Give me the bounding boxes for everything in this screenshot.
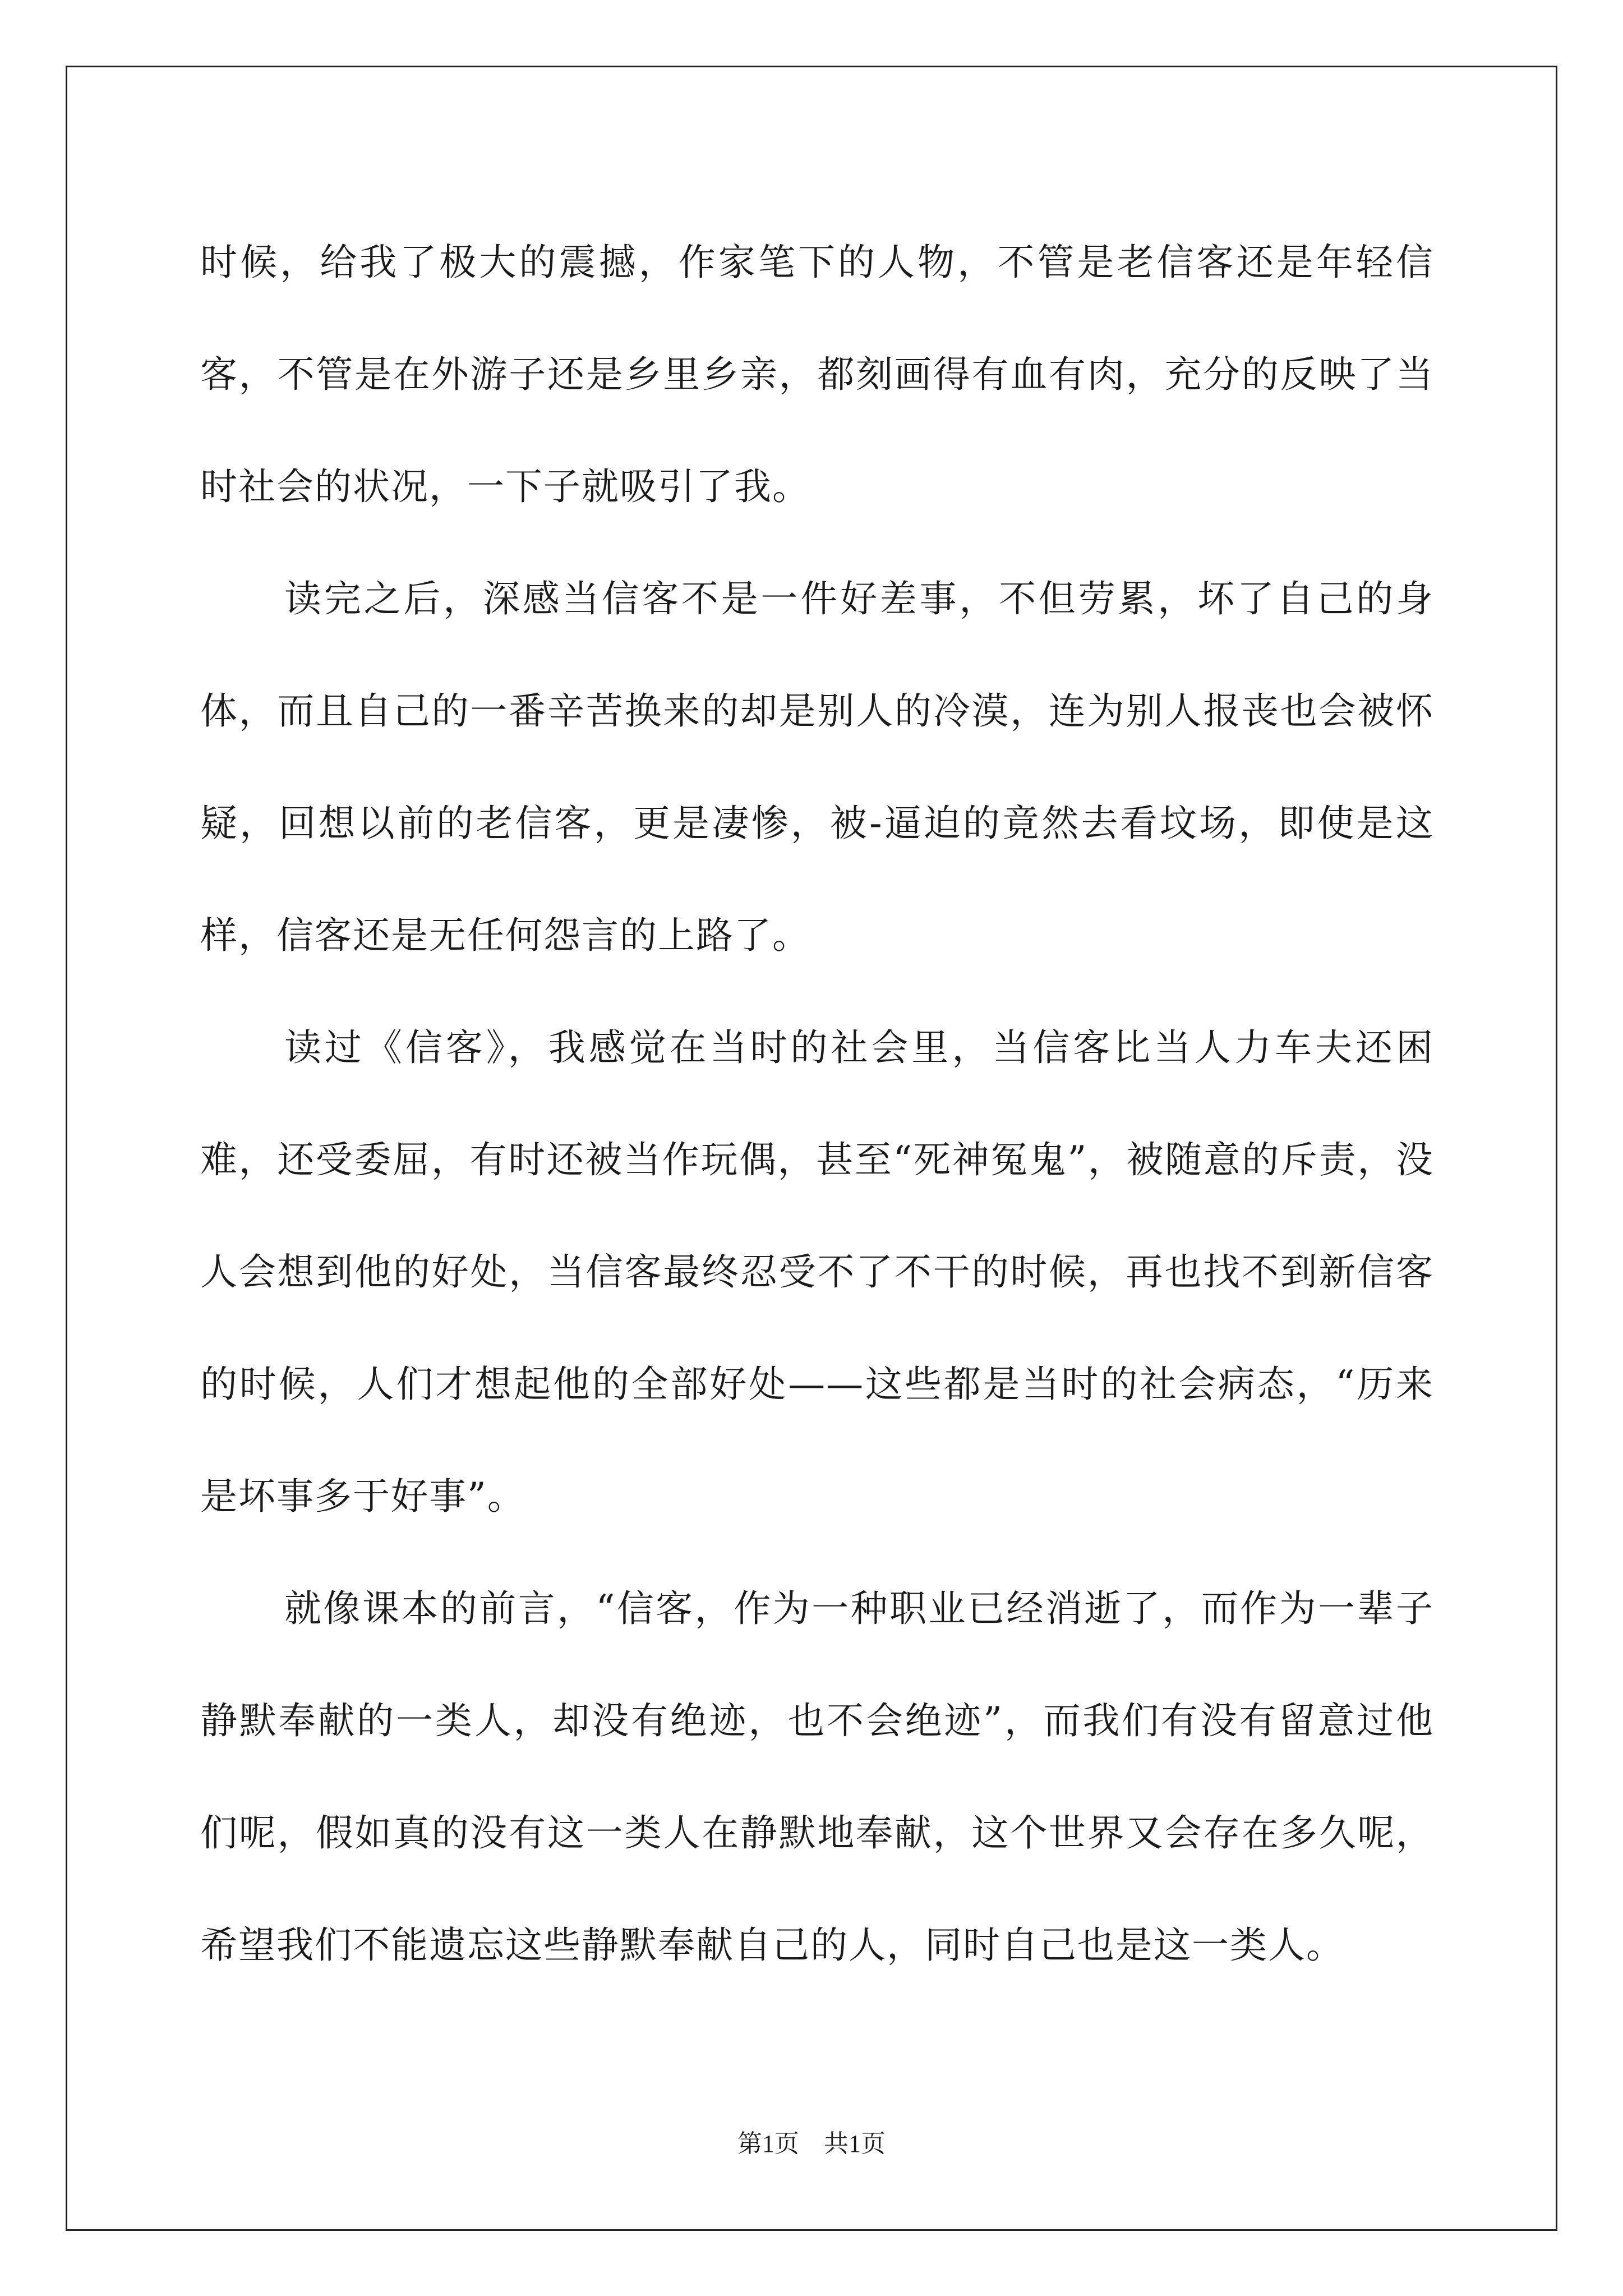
paragraph-continued: 时候，给我了极大的震撼，作家笔下的人物，不管是老信客还是年轻信客，不管是在外游子还是乡里乡亲，都刻画得有血有肉，充分的反映了当时社会的状况，一下子就吸引了我。 [200, 241, 1434, 508]
document-body [200, 206, 1434, 2001]
page-number-footer: 第1页 共1页 [737, 2130, 886, 2157]
paragraph: 读完之后，深感当信客不是一件好差事，不但劳累，坏了自己的身体，而且自己的一番辛苦换来的却是别人的冷漠，连为别人报丧也会被怀疑，回想以前的老信客，更是凄惨，被-逼迫的竟然去看坟场，即使是这样，信客还是无任何怨言的上路了。 [200, 577, 1434, 957]
paragraph: 就像课本的前言，“信客，作为一种职业已经消逝了，而作为一辈子静默奉献的一类人，却没有绝迹，也不会绝迹”，而我们有没有留意过他们呢，假如真的没有这一类人在静默地奉献，这个世界又会存在多久呢，希望我们不能遗忘这些静默奉献自己的人，同时自己也是这一类人。 [200, 1587, 1434, 1967]
paragraph: 读过《信客》，我感觉在当时的社会里，当信客比当人力车夫还困难，还受委屈，有时还被当作玩偶，甚至“死神冤鬼”，被随意的斥责，没人会想到他的好处，当信客最终忍受不了不干的时候，再也找不到新信客的时候，人们才想起他的全部好处——这些都是当时的社会病态，“历来是坏事多于好事”。 [200, 1026, 1434, 1518]
